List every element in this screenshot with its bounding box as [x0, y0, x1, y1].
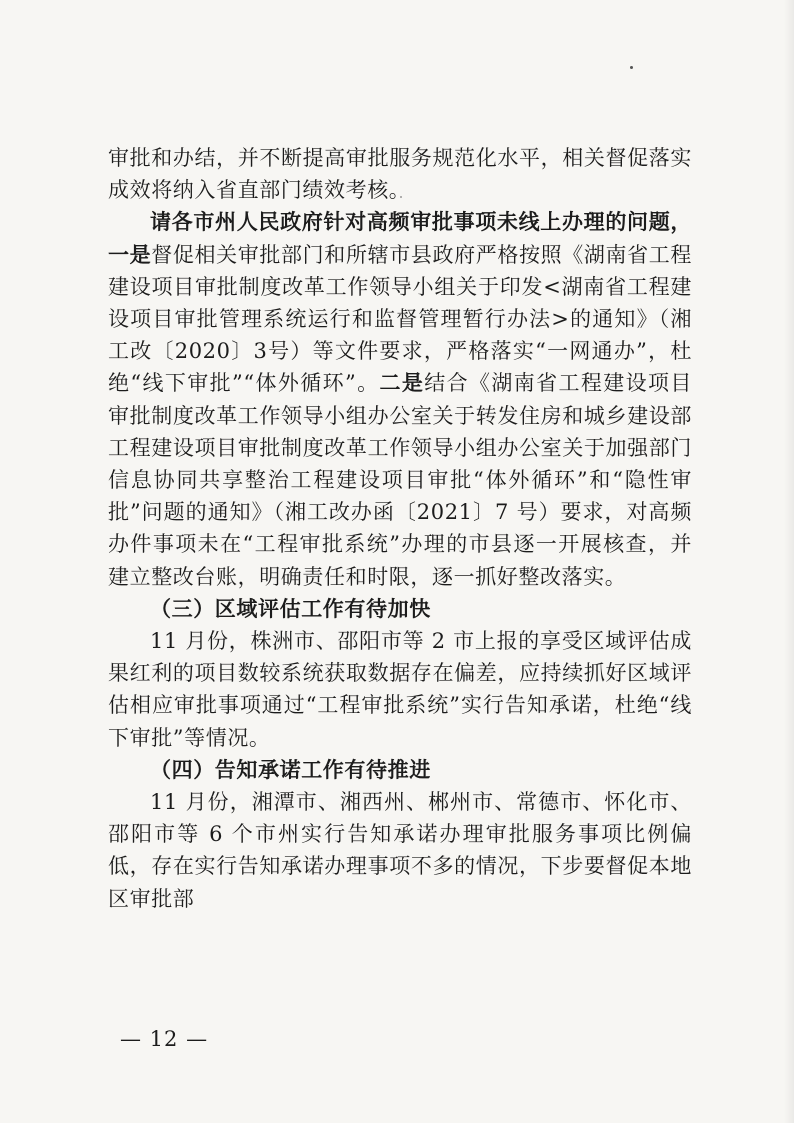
paragraph-continuation: 审批和办结，并不断提高审批服务规范化水平，相关督促落实成效将纳入省直部门绩效考核。 — [108, 146, 692, 203]
point-two-marker: 二是 — [379, 370, 425, 396]
paragraph-instructions — [108, 206, 692, 592]
paragraph-notification-commitment: 11 月份，湘潭市、湘西州、郴州市、常德市、怀化市、邵阳市等 6 个市州实行告知承诺办理审批服务事项比例偏低，存在实行告知承诺办理事项不多的情况，下步要督促本地区审批部 — [108, 790, 692, 911]
body-text — [108, 142, 692, 915]
scan-edge-shadow — [784, 0, 794, 1123]
scan-speck — [630, 66, 633, 69]
point-two-text: 结合《湖南省工程建设项目审批制度改革工作领导小组办公室关于转发住房和城乡建设部工程建设项目审批制度改革工作领导小组办公室关于加强部门信息协同共享整治工程建设项目审批“体外循环”和“隐性审批”问题的通知》（湘工改办函〔2021〕7 号）要求，对高频办件事项未在“工程审批系统”办理的市县逐一开展核查，并建立整改台账，明确责任和时限，逐一抓好整改落实。 — [108, 371, 693, 589]
section-heading-3: （三）区域评估工作有待加快 — [150, 595, 431, 621]
paragraph-lead-bold: 请各市州人民政府针对高频审批事项未线上办理的问题， — [150, 209, 692, 235]
point-one-marker: 一是 — [108, 241, 152, 267]
point-one-text: 督促相关审批部门和所辖市县政府严格按照《湖南省工程建设项目审批制度改革工作领导小组关于印发<湖南省工程建设项目审批管理系统运行和监督管理暂行办法>的通知》（湘工改〔2020〕3号）等文件要求，严格落实“一网通办”，杜绝“线下审批”“体外循环”。 — [108, 242, 692, 396]
paragraph-regional-assessment: 11 月份，株洲市、邵阳市等 2 市上报的享受区域评估成果红利的项目数较系统获取数据存在偏差，应持续抓好区域评估相应审批事项通过“工程审批系统”实行告知承诺，杜绝“线下审批”等情况。 — [108, 629, 692, 750]
page-number: — 12 — — [120, 1027, 209, 1051]
section-heading-4: （四）告知承诺工作有待推进 — [150, 756, 431, 782]
